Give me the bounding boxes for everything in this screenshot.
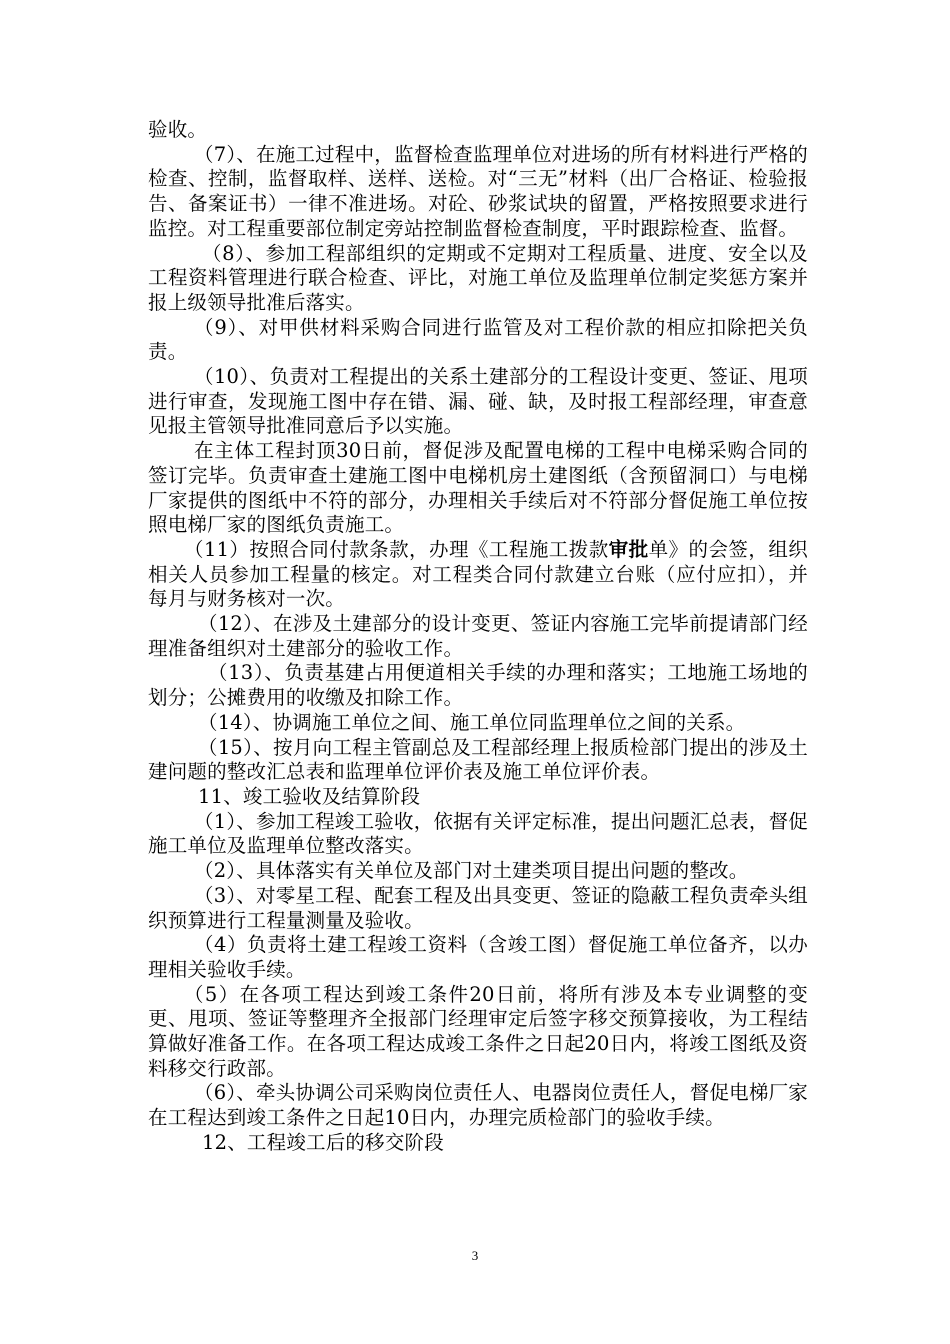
paragraph-item-13: （13）、负责基建占用便道相关手续的办理和落实；工地施工场地的划分；公摊费用的收缴及扣除工作。 xyxy=(148,661,808,710)
paragraph-item-14: （14）、协调施工单位之间、施工单位同监理单位之间的关系。 xyxy=(198,710,746,734)
paragraph-item-12: （12）、在涉及土建部分的设计变更、签证内容施工完毕前提请部门经理准备组织对土建部分的验收工作。 xyxy=(148,612,808,660)
item-11-text-after: 单》的会签，组织相关人员参加工程量的核定。对工程类合同付款建立台账（应付应扣），并每月与财务核对一次。 xyxy=(148,537,808,611)
document-body xyxy=(148,118,808,1156)
paragraph-completion-5: （5）在各项工程达到竣工条件20日前，将所有涉及本专业调整的变更、甩项、签证等整理齐全报部门经理审定后签字移交预算接收，为工程结算做好准备工作。在各项工程达成竣工条件之日起20日内，将竣工图纸及资料移交行政部。 xyxy=(148,982,808,1080)
section-heading-12: 12、工程竣工后的移交阶段 xyxy=(202,1130,444,1154)
paragraph-completion-4: （4）负责将土建工程竣工资料（含竣工图）督促施工单位备齐，以办理相关验收手续。 xyxy=(148,933,808,981)
page-number: 3 xyxy=(471,1248,479,1263)
paragraph-elevator: 在主体工程封顶30日前，督促涉及配置电梯的工程中电梯采购合同的签订完毕。负责审查土建施工图中电梯机房土建图纸（含预留洞口）与电梯厂家提供的图纸中不符的部分，办理相关手续后对不符部分督促施工单位按照电梯厂家的图纸负责施工。 xyxy=(148,439,808,537)
paragraph-completion-3: （3）、对零星工程、配套工程及出具变更、签证的隐蔽工程负责牵头组织预算进行工程量测量及验收。 xyxy=(148,883,808,932)
paragraph-item-15: （15）、按月向工程主管副总及工程部经理上报质检部门提出的涉及土建问题的整改汇总表和监理单位评价表及施工单位评价表。 xyxy=(148,735,808,784)
item-11-text-before: （11）按照合同付款条款，办理《工程施工拨款 xyxy=(184,537,609,561)
paragraph-item-7: （7）、在施工过程中，监督检查监理单位对进场的所有材料进行严格的检查、控制，监督取样、送样、送检。对“三无”材料（出厂合格证、检验报告、备案证书）一律不准进场。对砼、砂浆试块的留置，严格按照要求进行监控。对工程重要部位制定旁站控制监督检查制度，平时跟踪检查、监督。 xyxy=(148,142,808,240)
paragraph-completion-2: （2）、具体落实有关单位及部门对土建类项目提出问题的整改。 xyxy=(194,859,749,883)
paragraph-item-11 xyxy=(148,538,808,612)
item-11-bold-text: 审批 xyxy=(608,537,649,561)
paragraph-completion-1: （1）、参加工程竣工验收，依据有关评定标准，提出问题汇总表，督促施工单位及监理单位整改落实。 xyxy=(148,809,808,858)
section-heading-11: 11、竣工验收及结算阶段 xyxy=(198,784,421,808)
paragraph-item-9: （9）、对甲供材料采购合同进行监管及对工程价款的相应扣除把关负责。 xyxy=(148,315,808,364)
paragraph-completion-6: （6）、牵头协调公司采购岗位责任人、电器岗位责任人，督促电梯厂家在工程达到竣工条件之日起10日内，办理完质检部门的验收手续。 xyxy=(148,1081,808,1130)
paragraph-acceptance-end: 验收。 xyxy=(148,118,208,141)
paragraph-item-8: （8）、参加工程部组织的定期或不定期对工程质量、进度、安全以及工程资料管理进行联合检查、评比，对施工单位及监理单位制定奖惩方案并报上级领导批准后落实。 xyxy=(148,241,808,314)
paragraph-item-10: （10）、负责对工程提出的关系土建部分的工程设计变更、签证、甩项进行审查，发现施工图中存在错、漏、碰、缺，及时报工程部经理，审查意见报主管领导批准同意后予以实施。 xyxy=(148,365,808,438)
